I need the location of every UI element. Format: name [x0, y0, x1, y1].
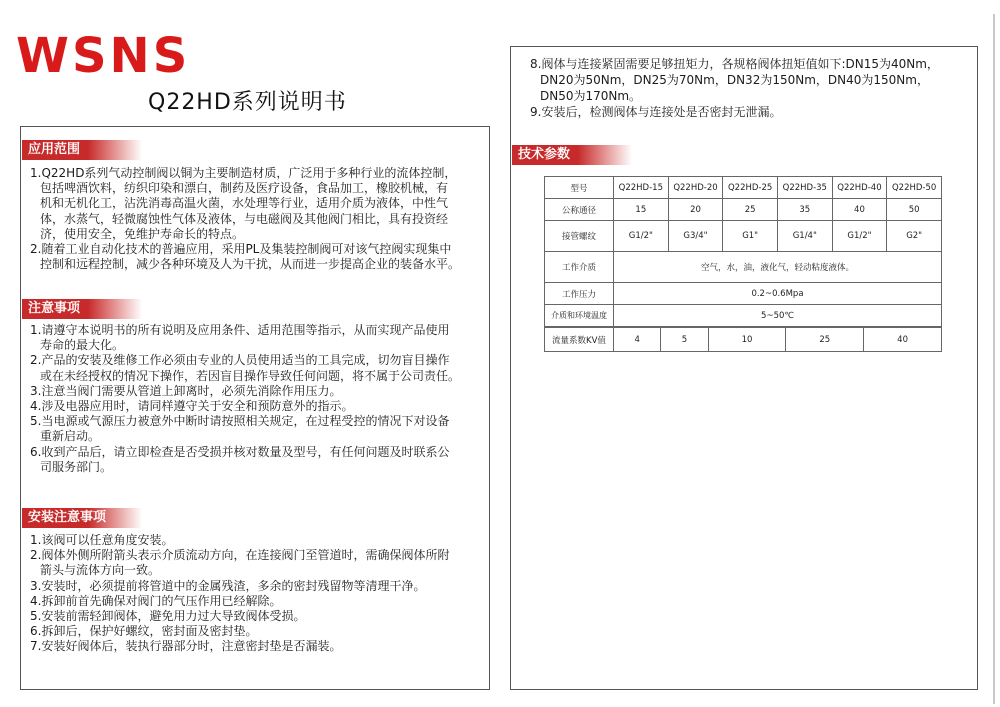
- section-body-installation-continued: [530, 56, 974, 120]
- spec-table: [544, 176, 942, 327]
- list-item: [30, 533, 486, 548]
- list-item-line: 1.该阀可以任意角度安装。: [30, 533, 174, 547]
- table-cell: 20: [668, 199, 723, 221]
- table-cell: 4: [614, 328, 661, 352]
- list-item: [30, 323, 486, 353]
- list-item-line: 济，使用安全，免维护寿命长的特点。: [40, 226, 245, 241]
- list-item: [30, 609, 486, 624]
- list-item-line: 或在未经授权的情况下操作，若因盲目操作导致任何问题，将不属于公司责任。: [40, 368, 461, 383]
- table-row: [545, 283, 942, 305]
- list-item: [30, 353, 486, 383]
- table-cell: 15: [614, 199, 669, 221]
- section-header-application: 应用范围: [22, 140, 142, 160]
- list-item-line: 1.请遵守本说明书的所有说明及应用条件、适用范围等指示，从而实现产品使用: [30, 323, 450, 337]
- table-cell: G3/4": [668, 221, 723, 252]
- table-cell: 25: [723, 199, 778, 221]
- list-item-line: 1.Q22HD系列气动控制阀以铜为主要制造材质，广泛用于多种行业的流体控制，: [30, 166, 457, 180]
- list-item: [30, 639, 486, 654]
- list-item: [30, 384, 486, 399]
- list-item-line: 3.安装时，必须提前将管道中的金属残渣，多余的密封残留物等清理干净。: [30, 578, 426, 593]
- table-row: [545, 252, 942, 283]
- list-item: [30, 166, 486, 242]
- list-item-line: 8.阀体与连接紧固需要足够扭矩力，各规格阀体扭矩值如下:DN15为40Nm，: [530, 57, 939, 71]
- brand-logo: WSNS: [16, 28, 191, 84]
- list-item-line: 4.拆卸前首先确保对阀门的气压作用已经解除。: [30, 593, 282, 608]
- section-header-precautions: 注意事项: [22, 299, 142, 319]
- table-row-label: 工作介质: [545, 252, 614, 283]
- table-cell: Q22HD-35: [777, 177, 832, 199]
- table-cell: Q22HD-25: [723, 177, 778, 199]
- list-item-line: 5.当电源或气源压力被意外中断时请按照相关规定，在过程受控的情况下对设备: [30, 414, 450, 429]
- list-item-line: 包括啤酒饮料，纺织印染和漂白，制药及医疗设备，食品加工，橡胶机械，有: [40, 181, 449, 196]
- list-item: [30, 548, 486, 578]
- list-item-line: 7.安装好阀体后，装执行器部分时，注意密封垫是否漏装。: [30, 639, 342, 654]
- table-cell: Q22HD-15: [614, 177, 669, 199]
- list-item-line: 箭头与流体方向一致。: [40, 563, 161, 578]
- table-row: [545, 199, 942, 221]
- table-row-label: 接管螺纹: [545, 221, 614, 252]
- section-body-application: [30, 166, 486, 272]
- table-cell: Q22HD-40: [832, 177, 887, 199]
- table-cell: 5: [661, 328, 708, 352]
- list-item-line: 机和无机化工，沾洗消毒高温火菌，水处理等行业，适用介质为液体，中性气: [40, 196, 449, 211]
- list-item-line: 4.涉及电器应用时，请同样遵守关于安全和预防意外的指示。: [30, 399, 354, 414]
- table-cell: 空气，水，油，液化气，轻动粘度液体。: [614, 252, 942, 283]
- table-row-label: 型号: [545, 177, 614, 199]
- list-item-line: DN50为170Nm。: [540, 89, 642, 103]
- table-cell: Q22HD-50: [887, 177, 942, 199]
- section-header-tech-params: 技术参数: [512, 145, 632, 165]
- list-item: [30, 414, 486, 444]
- table-row-label: 流量系数KV值: [545, 328, 614, 352]
- table-row: [545, 221, 942, 252]
- list-item-line: 5.安装前需轻卸阀体，避免用力过大导致阀体受损。: [30, 609, 306, 624]
- table-cell: 10: [708, 328, 786, 352]
- table-row-label: 介质和环境温度: [545, 305, 614, 327]
- table-cell: 5~50℃: [614, 305, 942, 327]
- table-row-label: 工作压力: [545, 283, 614, 305]
- list-item: [30, 624, 486, 639]
- list-item-line: 控制和远程控制，减少各种环境及人为干扰，从而进一步提高企业的装备水平。: [40, 257, 461, 272]
- list-item-line: 6.拆卸后，保护好螺纹，密封面及密封垫。: [30, 624, 258, 639]
- page-edge-strip: [993, 14, 995, 704]
- list-item-line: 寿命的最大化。: [40, 338, 125, 353]
- list-item-line: 9.安装后，检测阀体与连接处是否密封无泄漏。: [530, 105, 782, 119]
- table-row: [545, 177, 942, 199]
- table-cell: G1/2": [832, 221, 887, 252]
- list-item: [30, 242, 486, 272]
- table-cell: G1/4": [777, 221, 832, 252]
- table-row: [545, 328, 942, 352]
- table-cell: 0.2~0.6Mpa: [614, 283, 942, 305]
- table-cell: 35: [777, 199, 832, 221]
- table-cell: G1/2": [614, 221, 669, 252]
- table-cell: 25: [786, 328, 864, 352]
- list-item: [530, 56, 974, 104]
- list-item-line: 体，水蒸气，轻微腐蚀性气体及液体，与电磁阀及其他阀门相比，具有投资经: [40, 211, 449, 226]
- list-item: [30, 399, 486, 414]
- list-item-line: 司服务部门。: [40, 459, 113, 474]
- table-cell: Q22HD-20: [668, 177, 723, 199]
- list-item-line: 重新启动。: [40, 429, 101, 444]
- list-item-line: 2.随着工业自动化技术的普遍应用，采用PL及集装控制阀可对该气控阀实现集中: [30, 242, 452, 257]
- list-item-line: 2.产品的安装及维修工作必须由专业的人员使用适当的工具完成，切勿盲目操作: [30, 353, 450, 368]
- list-item-line: 2.阀体外侧所附箭头表示介质流动方向，在连接阀门至管道时，需确保阀体所附: [30, 548, 450, 563]
- table-cell: G1": [723, 221, 778, 252]
- list-item-line: 6.收到产品后，请立即检查是否受损并核对数量及型号，有任何问题及时联系公: [30, 444, 450, 459]
- section-header-installation: 安装注意事项: [22, 508, 142, 528]
- section-body-precautions: [30, 323, 486, 475]
- table-row: [545, 305, 942, 327]
- section-body-installation: [30, 533, 486, 655]
- list-item-line: DN20为50Nm，DN25为70Nm，DN32为150Nm，DN40为150Nm，: [540, 73, 929, 87]
- list-item: [30, 579, 486, 594]
- document-title: Q22HD系列说明书: [148, 90, 347, 115]
- kv-table: [544, 327, 942, 352]
- table-cell: 40: [832, 199, 887, 221]
- list-item-line: 3.注意当阀门需要从管道上卸离时，必须先消除作用压力。: [30, 383, 342, 398]
- table-cell: G2": [887, 221, 942, 252]
- right-content-panel: [510, 46, 978, 690]
- list-item: [30, 445, 486, 475]
- table-cell: 40: [864, 328, 942, 352]
- list-item: [30, 594, 486, 609]
- table-cell: 50: [887, 199, 942, 221]
- table-row-label: 公称通径: [545, 199, 614, 221]
- list-item: [530, 104, 974, 120]
